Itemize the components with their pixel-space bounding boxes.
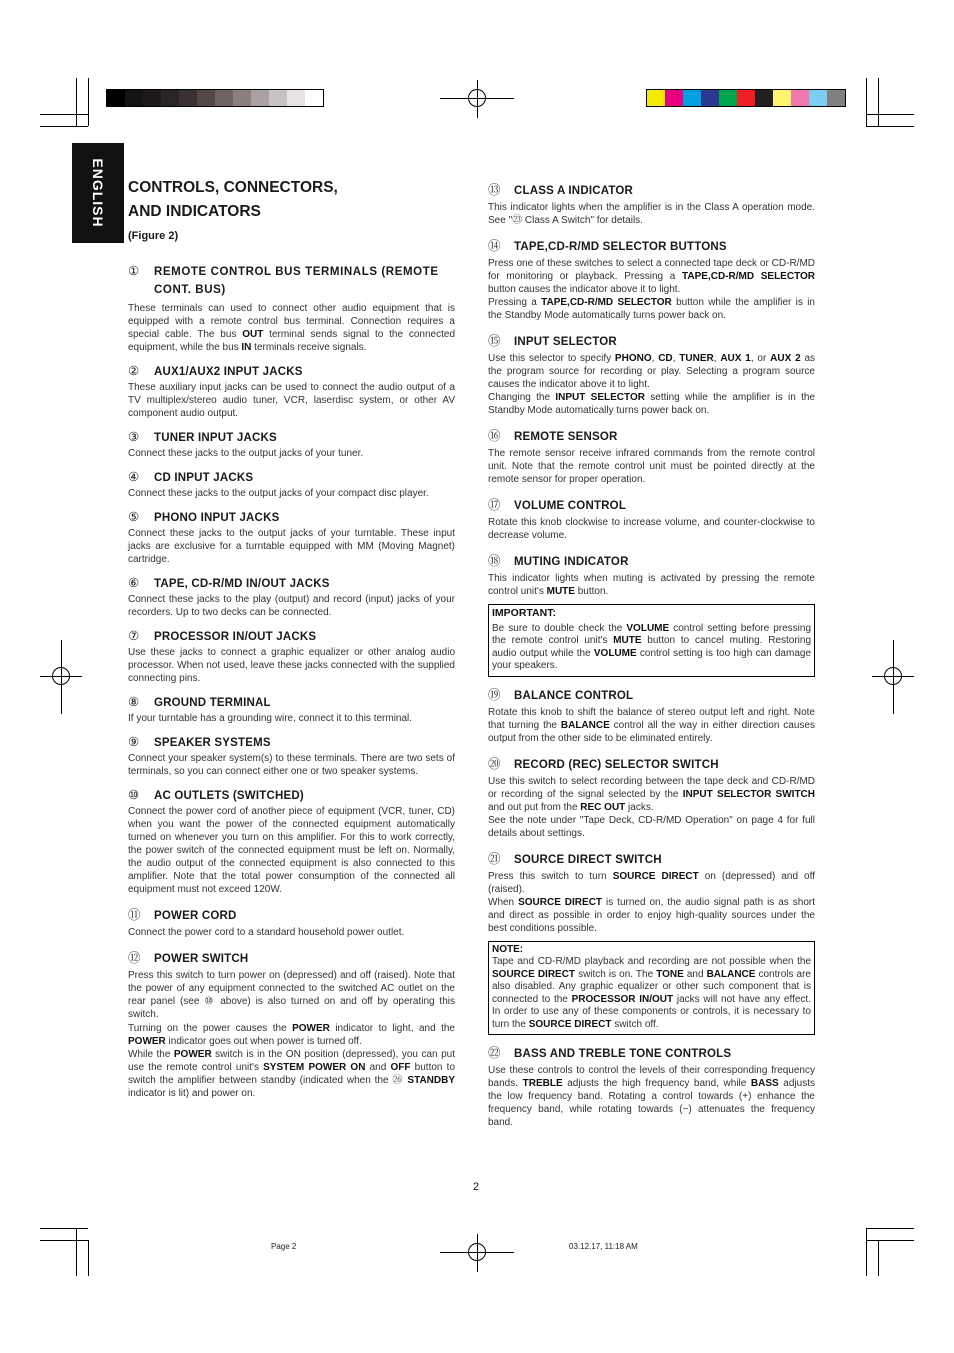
color-swatch	[773, 90, 791, 106]
important-text: Be sure to double check the VOLUME control setting before pressing the remote control unit's MUTE button to cancel muting. Restoring audio output while the VOLUME control setting is too high can damage your speakers.	[492, 622, 812, 671]
color-swatch	[143, 90, 161, 106]
section-text: Connect your speaker system(s) to these terminals. There are two sets of terminals, so you can connect either one or two speaker systems.	[128, 753, 455, 777]
note-text: Tape and CD-R/MD playback and recording are not possible when the SOURCE DIRECT switch is on. The TONE and BALANCE controls are also disabled. Any graphic equalizer or other such component that is connected to the PROCESSOR IN/OUT jacks will not have any effect. In order to use any of these components or controls, it is necessary to turn the SOURCE DIRECT switch off.	[492, 956, 811, 1030]
section-text: This indicator lights when the amplifier is in the Class A operation mode. See "㉓ Class A Switch" for details.	[488, 202, 815, 226]
color-calibration-bar	[646, 89, 846, 107]
section-text: Turning on the power causes the POWER indicator to light, and the POWER indicator goes out when power is turned off.	[128, 1023, 455, 1047]
color-swatch	[665, 90, 683, 106]
section-aux-inputs: ② AUX1/AUX2 INPUT JACKS These auxiliary input jacks can be used to connect the audio output of a TV multiplex/stereo audio tuner, VCR, laserdisc system, or other AV component audio output.	[128, 364, 455, 419]
note-title: NOTE:	[492, 943, 524, 955]
section-heading: CLASS A INDICATOR	[514, 185, 634, 197]
right-column	[488, 180, 815, 1129]
section-text: Press this switch to turn SOURCE DIRECT on (depressed) and off (raised).	[488, 870, 815, 895]
section-remote-bus: ① REMOTE CONTROL BUS TERMINALS (REMOTE CONT. BUS) These terminals can used to connect other audio equipment that is equipped with a remote control bus terminal. Connection requires a special cable. The bus OUT terminal sends signal to the connected equipment, while the bus IN terminals receive signals.	[128, 264, 456, 353]
section-tape-selector: ⑭ TAPE,CD-R/MD SELECTOR BUTTONS Press one of these switches to select a connected tape deck or CD-R/MD for monitoring or playback. Pressing a TAPE,CD-R/MD SELECTOR button causes the indicator above it to light. Pressing a TAPE,CD-R/MD SELECTOR button while the amplifier is in the Standby Mode automatically turns power back on.	[488, 239, 816, 321]
language-tab	[72, 143, 124, 243]
section-text: The remote sensor receive infrared commands from the remote control unit. Note that the remote control unit must be pointed directly at the remote sensor for proper operation.	[488, 448, 815, 485]
section-heading: BALANCE CONTROL	[514, 689, 634, 702]
section-class-a-indicator: ⑬ CLASS A INDICATOR This indicator lights when the amplifier is in the Class A operation mode. See "㉓ Class A Switch" for details.	[488, 183, 815, 226]
section-heading: TUNER INPUT JACKS	[154, 432, 277, 444]
color-swatch	[701, 90, 719, 106]
section-text: Use these controls to control the levels of their corresponding frequency bands. TREBLE adjusts the high frequency band, while BASS adjusts the low frequency band. Rotating a control towards (+) enhance the frequency band, while rotating towards (−) attenuates the frequency band.	[488, 1065, 815, 1128]
section-phono-inputs: ⑤ PHONO INPUT JACKS Connect these jacks to the output jacks of your turntable. These input jacks are exclusive for a turntable equipped with MM (Moving Magnet) cartridge.	[128, 510, 455, 565]
section-power-switch: ⑫ POWER SWITCH Press this switch to turn power on (depressed) and off (raised). Note that the power of any equipment connected to the switched AC outlet on the rear panel (see ⑩ above) is also turned on and off by operating this switch. Turning on the power causes the POWER indicator to light, and the POWER indicator goes out when power is turned off. While the POWER switch is in the ON position (depressed), you can put use the remote control unit's SYSTEM POWER ON and OFF button to switch the amplifier between standby (indicated when the ㉖ STANDBY indicator is lit) and power on.	[128, 951, 456, 1099]
section-heading: INPUT SELECTOR	[514, 336, 617, 348]
section-text: Rotate this knob clockwise to increase volume, and counter-clockwise to decrease volume.	[488, 517, 815, 541]
color-swatch	[719, 90, 737, 106]
important-box	[488, 604, 815, 677]
section-text: Use this switch to select recording between the tape deck and CD-R/MD or recording of the signal selected by the INPUT SELECTOR SWITCH and out put from the REC OUT jacks.	[488, 775, 815, 813]
color-swatch	[197, 90, 215, 106]
section-text: This indicator lights when muting is activated by pressing the remote control unit's MUTE button.	[488, 573, 815, 597]
section-heading: PROCESSOR IN/OUT JACKS	[154, 631, 317, 643]
section-heading: RECORD (REC) SELECTOR SWITCH	[514, 758, 719, 771]
section-balance-control: ⑲ BALANCE CONTROL Rotate this knob to shift the balance of stereo output left and right. Note that turning the BALANCE control all the way in either direction causes output from the other side to be eliminated entirely.	[488, 687, 815, 744]
section-remote-sensor: ⑯ REMOTE SENSOR The remote sensor receive infrared commands from the remote control unit. Note that the remote control unit must be pointed directly at the remote sensor for proper operation.	[488, 429, 815, 485]
color-swatch	[269, 90, 287, 106]
color-swatch	[287, 90, 305, 106]
section-tape-jacks: ⑥ TAPE, CD-R/MD IN/OUT JACKS Connect these jacks to the play (output) and record (input) jacks of your recorders. Up to two decks can be connected.	[128, 576, 455, 618]
color-swatch	[215, 90, 233, 106]
color-swatch	[827, 90, 845, 106]
section-input-selector: ⑮ INPUT SELECTOR Use this selector to specify PHONO, CD, TUNER, AUX 1, or AUX 2 as the program source for recording or play. Selecting a program source causes the indicator above it to light. Changing the INPUT SELECTOR setting while the amplifier is in the Standby Mode automatically turns power back on.	[488, 334, 816, 416]
section-text: See the note under "Tape Deck, CD-R/MD Operation" on page 4 for full details about settings.	[488, 814, 815, 839]
section-heading: VOLUME CONTROL	[514, 500, 627, 512]
section-source-direct: ㉑ SOURCE DIRECT SWITCH Press this switch to turn SOURCE DIRECT on (depressed) and off (raised). When SOURCE DIRECT is turned on, the audio signal path is as short and direct as possible in order to enjoy high-quality sources under the best conditions possible.	[488, 851, 815, 934]
color-swatch	[179, 90, 197, 106]
language-tab-label: ENGLISH	[90, 158, 106, 228]
section-heading: SPEAKER SYSTEMS	[154, 737, 271, 749]
color-swatch	[737, 90, 755, 106]
section-text: When SOURCE DIRECT is turned on, the audio signal path is as short and direct as possible in order to enjoy high-quality sources under the best conditions possible.	[488, 896, 815, 934]
section-text: Use this selector to specify PHONO, CD, TUNER, AUX 1, or AUX 2 as the program source for recording or play. Selecting a program source causes the indicator above it to light.	[488, 353, 816, 390]
section-heading: REMOTE SENSOR	[514, 431, 618, 443]
section-heading: GROUND TERMINAL	[154, 697, 271, 709]
color-swatch	[683, 90, 701, 106]
section-text: Connect these jacks to the play (output) and record (input) jacks of your recorders. Up to two decks can be connected.	[128, 594, 455, 618]
important-title: IMPORTANT:	[492, 607, 556, 619]
section-speaker-systems: ⑨ SPEAKER SYSTEMS Connect your speaker system(s) to these terminals. There are two sets of terminals, so you can connect either one or two speaker systems.	[128, 735, 455, 777]
section-text: Connect these jacks to the output jacks of your compact disc player.	[128, 488, 429, 499]
left-column	[128, 262, 455, 1100]
section-heading: CD INPUT JACKS	[154, 472, 254, 484]
section-text: Connect these jacks to the output jacks of your tuner.	[128, 448, 364, 459]
section-text: Press this switch to turn power on (depressed) and off (raised). Note that the power of any equipment connected to the switched AC outlet on the rear panel (see ⑩ above) is also turned on and off by operating this switch.	[128, 970, 455, 1020]
section-heading: MUTING INDICATOR	[514, 556, 629, 568]
section-heading: REMOTE CONTROL BUS TERMINALS (REMOTE CONT. BUS)	[154, 266, 439, 296]
section-text: Pressing a TAPE,CD-R/MD SELECTOR button while the amplifier is in the Standby Mode automatically turns power back on.	[488, 297, 815, 321]
section-text: These auxiliary input jacks can be used to connect the audio output of a TV multiplex/stereo audio tuner, VCR, laserdisc system, or other AV component audio output.	[128, 382, 455, 419]
section-text: Rotate this knob to shift the balance of stereo output left and right. Note that turning the BALANCE control all the way in either direction causes output from the other side to be eliminated entirely.	[488, 706, 815, 744]
section-text: Connect the power cord of another piece of equipment (VCR, tuner, CD) when you want the power of the connected equipment automatically turned on whenever you turn on this amplifier. For this to work correctly, the power switch of the connected equipment must be left on. Normally, the audio output of the connected equipment is also connected to this amplifier. Note that the total power consumption of the connected all equipment must not exceed 120W.	[128, 806, 455, 895]
color-swatch	[125, 90, 143, 106]
section-heading: SOURCE DIRECT SWITCH	[514, 853, 662, 866]
section-ground-terminal: ⑧ GROUND TERMINAL If your turntable has a grounding wire, connect it to this terminal.	[128, 694, 455, 725]
section-volume-control: ⑰ VOLUME CONTROL Rotate this knob clockwise to increase volume, and counter-clockwise to decrease volume.	[488, 498, 815, 541]
color-swatch	[161, 90, 179, 106]
section-heading: TAPE, CD-R/MD IN/OUT JACKS	[154, 578, 330, 590]
footer-timestamp: 03.12.17, 11:18 AM	[569, 1242, 638, 1251]
section-text: Press one of these switches to select a connected tape deck or CD-R/MD for monitoring or playback. Pressing a TAPE,CD-R/MD SELECTOR button causes the indicator above it to light.	[488, 258, 816, 295]
section-heading: PHONO INPUT JACKS	[154, 512, 280, 524]
page-title: CONTROLS, CONNECTORS, AND INDICATORS	[128, 179, 338, 220]
section-tuner-inputs: ③ TUNER INPUT JACKS Connect these jacks to the output jacks of your tuner.	[128, 429, 455, 460]
figure-reference: (Figure 2)	[128, 230, 179, 242]
section-heading: POWER CORD	[154, 910, 237, 922]
section-text: Connect these jacks to the output jacks of your turntable. These input jacks are exclusive for a turntable equipped with MM (Moving Magnet) cartridge.	[128, 528, 455, 565]
color-swatch	[305, 90, 323, 106]
section-power-cord: ⑪ POWER CORD Connect the power cord to a standard household power outlet.	[128, 905, 455, 939]
section-text: Changing the INPUT SELECTOR setting while the amplifier is in the Standby Mode automatically turns power back on.	[488, 392, 816, 416]
section-heading: BASS AND TREBLE TONE CONTROLS	[514, 1048, 732, 1060]
color-swatch	[251, 90, 269, 106]
color-swatch	[647, 90, 665, 106]
section-cd-inputs: ④ CD INPUT JACKS Connect these jacks to the output jacks of your compact disc player.	[128, 469, 455, 500]
color-swatch	[233, 90, 251, 106]
section-text: If your turntable has a grounding wire, connect it to this terminal.	[128, 713, 413, 724]
note-box	[488, 941, 815, 1036]
section-heading: POWER SWITCH	[154, 953, 249, 965]
page-number: 2	[473, 1181, 480, 1193]
section-heading: AC OUTLETS (SWITCHED)	[154, 790, 304, 802]
section-processor-jacks: ⑦ PROCESSOR IN/OUT JACKS Use these jacks to connect a graphic equalizer or other analog audio processor. When not used, leave these jacks connected with the supplied connecting pins.	[128, 629, 455, 684]
color-swatch	[791, 90, 809, 106]
color-swatch	[809, 90, 827, 106]
section-tone-controls: ㉒ BASS AND TREBLE TONE CONTROLS Use these controls to control the levels of their corresponding frequency bands. TREBLE adjusts the high frequency band, while BASS adjusts the low frequency band. Rotating a control towards (+) enhance the frequency band, while rotating towards (−) attenuates the frequency band.	[488, 1046, 815, 1128]
section-text: While the POWER switch is in the ON position (depressed), you can put use the remote control unit's SYSTEM POWER ON and OFF button to switch the amplifier between standby (indicated when the ㉖ STANDBY indicator is lit) and power on.	[128, 1049, 456, 1099]
section-muting-indicator: ⑱ MUTING INDICATOR This indicator lights when muting is activated by pressing the remote control unit's MUTE button.	[488, 554, 815, 597]
section-text: Connect the power cord to a standard household power outlet.	[128, 927, 405, 938]
section-text: These terminals can used to connect other audio equipment that is equipped with a remote control bus terminal. Connection requires a special cable. The bus OUT terminal sends signal to the connected equipment, while the bus IN terminals receive signals.	[128, 303, 456, 353]
color-swatch	[107, 90, 125, 106]
footer-page-label: Page 2	[271, 1242, 297, 1251]
color-swatch	[755, 90, 773, 106]
section-heading: AUX1/AUX2 INPUT JACKS	[154, 366, 303, 378]
grayscale-calibration-bar	[106, 89, 324, 107]
section-rec-selector: ⑳ RECORD (REC) SELECTOR SWITCH Use this switch to select recording between the tape deck and CD-R/MD or recording of the signal selected by the INPUT SELECTOR SWITCH and out put from the REC OUT jacks. See the note under "Tape Deck, CD-R/MD Operation" on page 4 for full details about settings.	[488, 756, 815, 839]
section-heading: TAPE,CD-R/MD SELECTOR BUTTONS	[514, 241, 727, 253]
section-text: Use these jacks to connect a graphic equalizer or other analog audio processor. When not used, leave these jacks connected with the supplied connecting pins.	[128, 647, 455, 684]
section-ac-outlets: ⑩ AC OUTLETS (SWITCHED) Connect the power cord of another piece of equipment (VCR, tuner, CD) when you want the power of the connected equipment automatically turned on whenever you turn on this amplifier. For this to work correctly, the power switch of the connected equipment must be left on. Normally, the audio output of the connected equipment is also connected to this amplifier. Note that the total power consumption of the connected all equipment must not exceed 120W.	[128, 788, 455, 895]
